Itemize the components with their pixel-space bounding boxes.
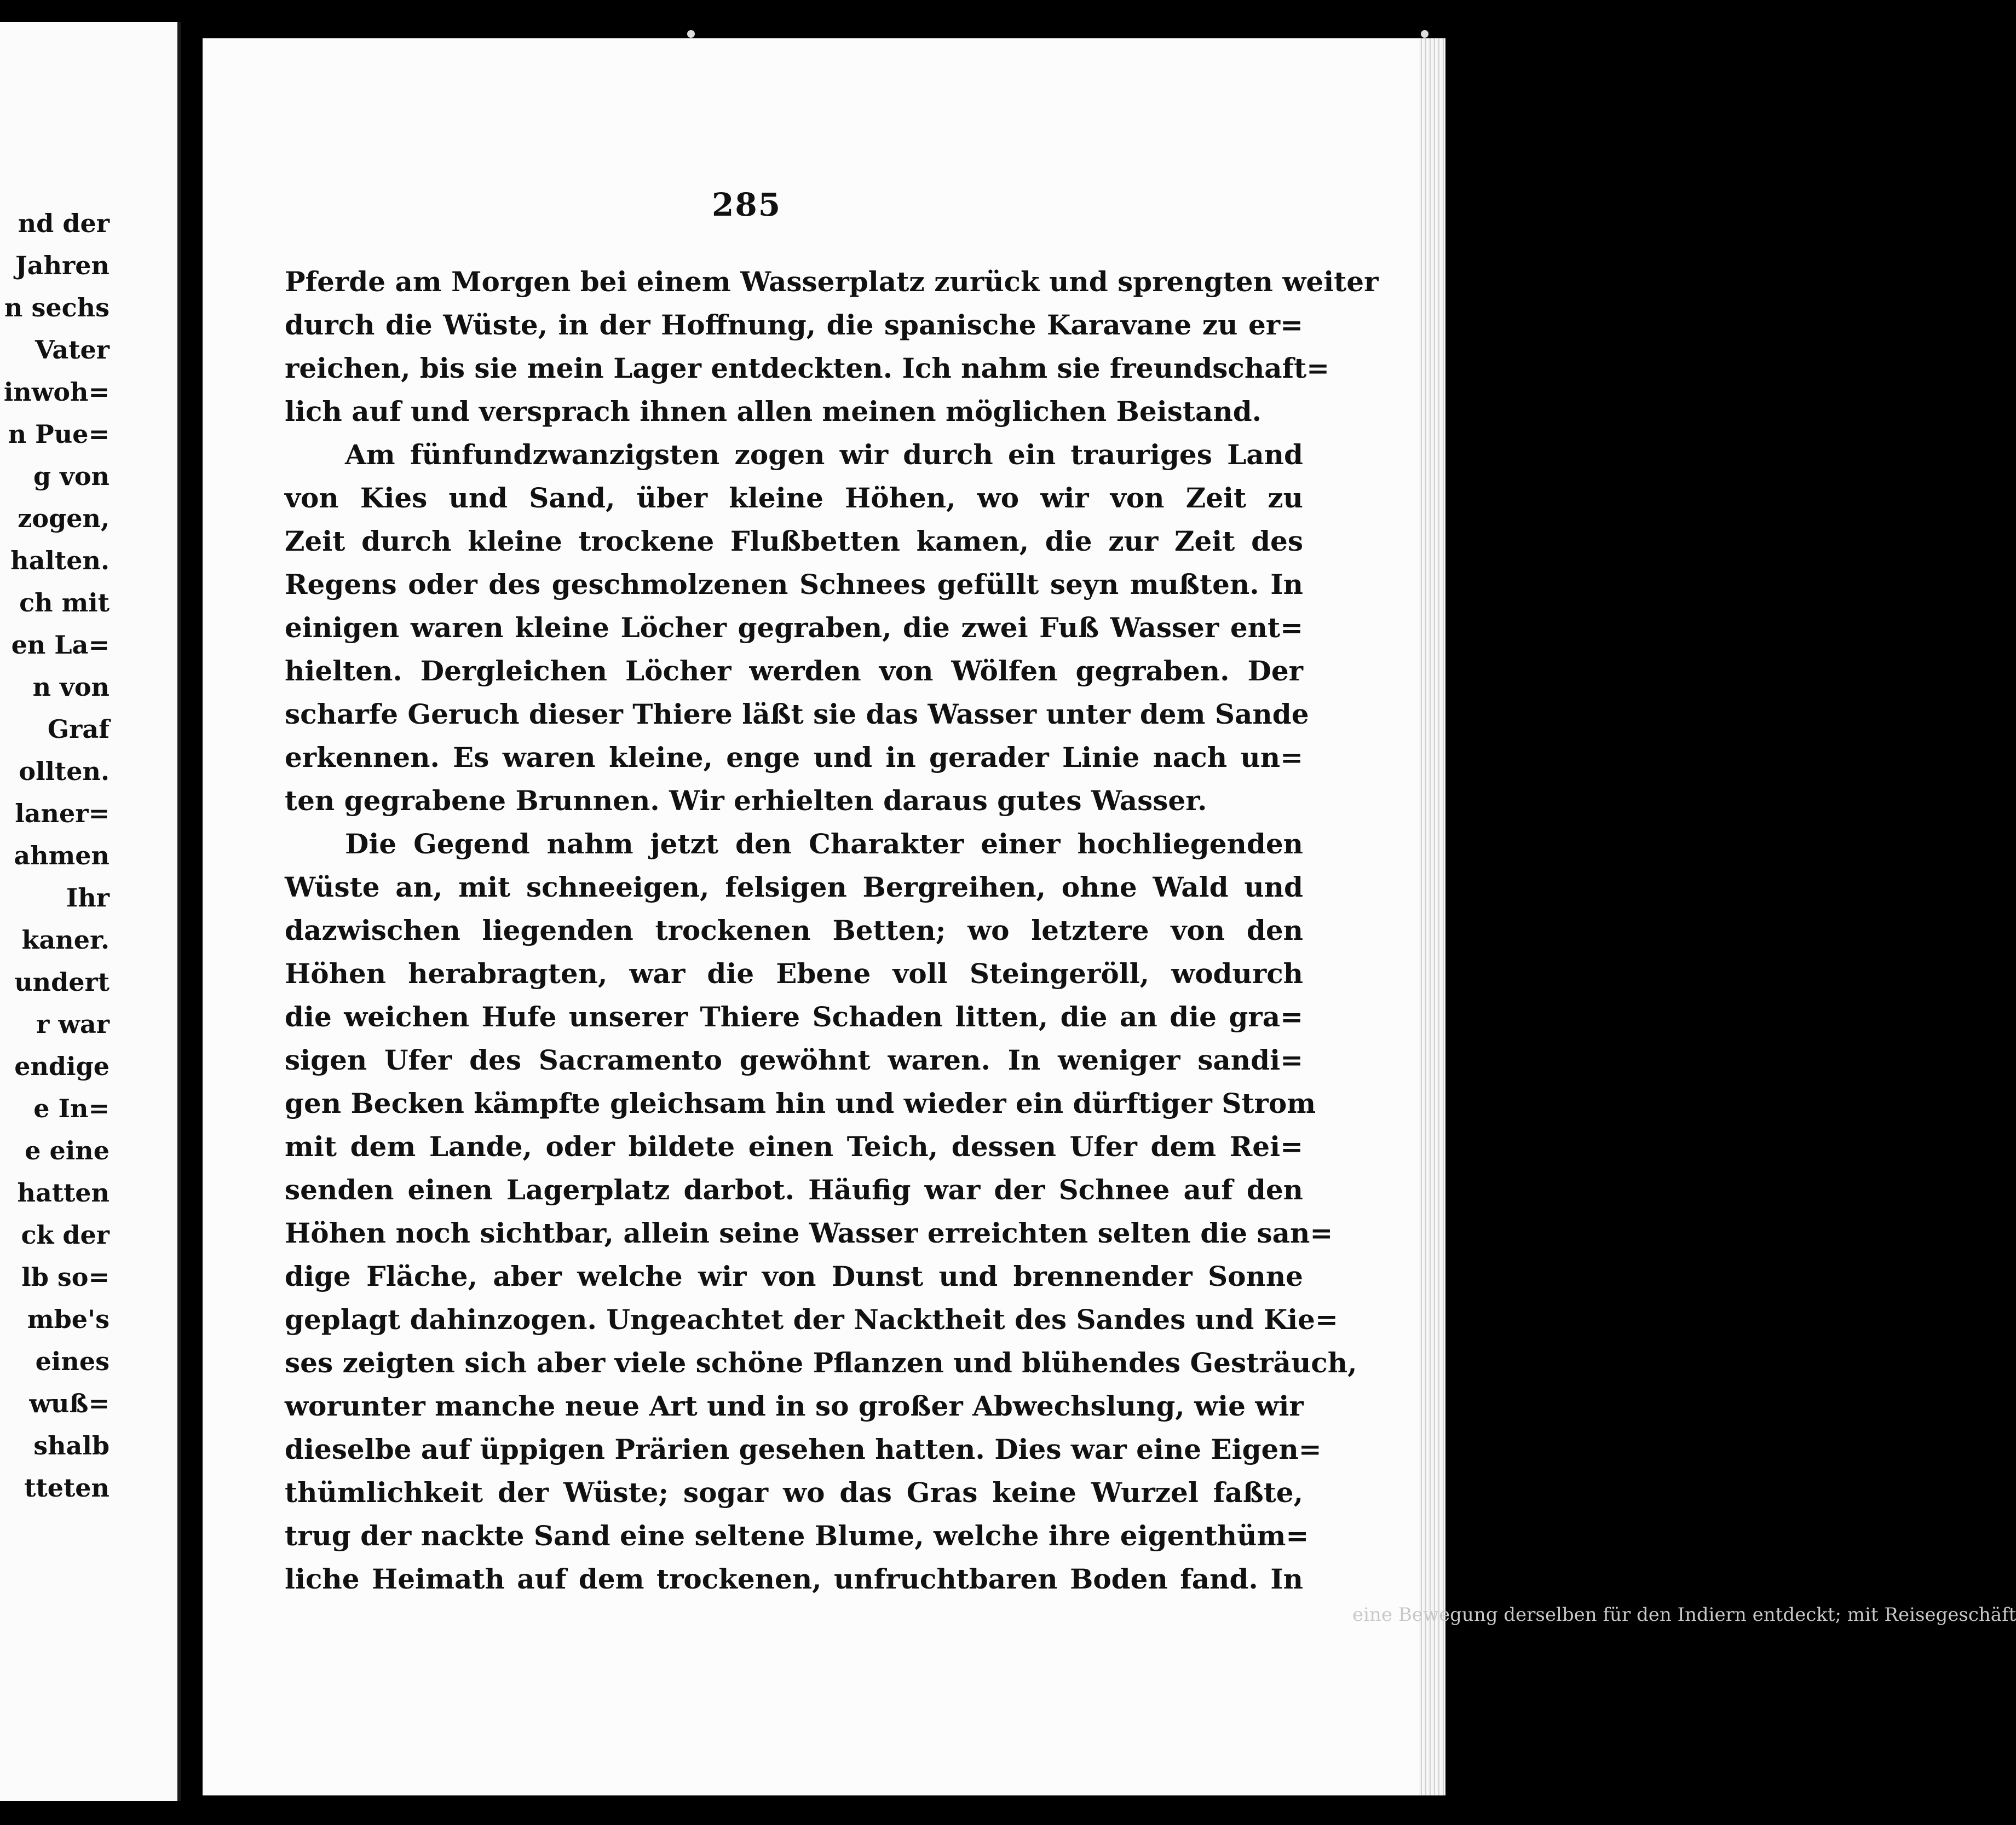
left-fragment: ck der [21,1220,110,1250]
left-fragment: endige [14,1052,110,1081]
text-line: gen Becken kämpfte gleichsam hin und wieder ein dürftiger Strom [285,1087,1316,1119]
text-line: sigen Ufer des Sacramento gewöhnt waren. In weniger sandi= [285,1044,1303,1076]
text-line: ses zeigten sich aber viele schöne Pflanzen und blühendes Gesträuch, [285,1347,1357,1379]
left-fragment: r war [36,1009,110,1039]
left-fragment: mbe's [27,1304,110,1334]
left-fragment: shalb [33,1431,110,1460]
left-fragment: zogen, [18,504,110,533]
stacked-page-edges [1419,38,1445,1795]
left-page-text [0,203,110,1509]
left-fragment: ahmen [14,841,110,870]
text-line: Höhen noch sichtbar, allein seine Wasser erreichten selten die san= [285,1217,1333,1249]
left-fragment: undert [14,967,110,997]
text-line: worunter manche neue Art und in so großer Abwechslung, wie wir [285,1390,1304,1422]
body-text [285,260,1379,1601]
left-fragment: laner= [15,799,110,828]
left-fragment: kaner. [21,925,110,955]
left-fragment: inwoh= [3,377,110,407]
text-line: Am fünfundzwanzigsten zogen wir durch ein trauriges Land [345,438,1303,471]
left-fragment: n sechs [4,293,110,322]
text-line: einigen waren kleine Löcher gegraben, die zwei Fuß Wasser ent= [285,611,1303,644]
left-fragment: hatten [17,1178,110,1208]
text-line: dieselbe auf üppigen Prärien gesehen hatten. Dies war eine Eigen= [285,1433,1322,1465]
text-line: erkennen. Es waren kleine, enge und in gerader Linie nach un= [285,741,1303,773]
text-line: scharfe Geruch dieser Thiere läßt sie das Wasser unter dem Sande [285,698,1309,730]
text-line: dige Fläche, aber welche wir von Dunst und brennender Sonne [285,1260,1303,1292]
page-number: 285 [712,186,782,223]
left-fragment: halten. [10,546,110,575]
bleed-through-text: eine Bewegung derselben für den Indiern entdeckt; mit Reisegeschäft [1352,1604,2016,1626]
text-line: geplagt dahinzogen. Ungeachtet der Nacktheit des Sandes und Kie= [285,1303,1338,1336]
text-line: senden einen Lagerplatz darbot. Häufig war der Schnee auf den [285,1174,1303,1206]
text-line: Pferde am Morgen bei einem Wasserplatz zurück und sprengten weiter [285,265,1379,298]
text-line: mit dem Lande, oder bildete einen Teich, dessen Ufer dem Rei= [285,1130,1303,1163]
left-fragment: eines [35,1347,110,1376]
text-line: ten gegrabene Brunnen. Wir erhielten daraus gutes Wasser. [285,784,1207,817]
left-fragment: lb so= [21,1262,110,1292]
text-line: die weichen Hufe unserer Thiere Schaden litten, die an die gra= [285,1001,1303,1033]
left-fragment: e eine [25,1136,110,1165]
left-page [0,22,181,1801]
text-line: dazwischen liegenden trockenen Betten; wo letztere von den [285,914,1303,946]
left-fragment: ollten. [19,756,110,786]
left-fragment: Jahren [15,251,110,280]
text-line: reichen, bis sie mein Lager entdeckten. Ich nahm sie freundschaft= [285,352,1330,384]
text-line: lich auf und versprach ihnen allen meinen möglichen Beistand. [285,395,1262,428]
left-fragment: Ihr [66,883,110,912]
left-fragment: en La= [11,630,110,660]
left-fragment: Graf [47,714,110,744]
left-fragment: ch mit [19,588,110,617]
book-gutter [181,22,203,1801]
left-fragment: n von [32,672,110,702]
left-fragment: n Pue= [8,419,110,449]
text-line: liche Heimath auf dem trockenen, unfruchtbaren Boden fand. In [285,1563,1303,1595]
right-page [203,38,2016,1795]
left-fragment: tteten [24,1473,110,1503]
left-fragment: Vater [34,335,110,365]
left-fragment: wuß= [29,1389,110,1418]
left-fragment: e In= [33,1094,110,1123]
left-fragment: nd der [18,209,110,238]
text-line: Zeit durch kleine trockene Flußbetten kamen, die zur Zeit des [285,525,1303,557]
text-line: Regens oder des geschmolzenen Schnees gefüllt seyn mußten. In [285,568,1303,600]
text-line: von Kies und Sand, über kleine Höhen, wo wir von Zeit zu [285,482,1303,514]
text-line: trug der nackte Sand eine seltene Blume, welche ihre eigenthüm= [285,1520,1309,1552]
scan-speck [687,30,695,38]
text-line: Wüste an, mit schneeigen, felsigen Bergreihen, ohne Wald und [285,871,1303,903]
text-line: Die Gegend nahm jetzt den Charakter einer hochliegenden [345,828,1303,860]
text-line: durch die Wüste, in der Hoffnung, die spanische Karavane zu er= [285,309,1303,341]
text-line: hielten. Dergleichen Löcher werden von Wölfen gegraben. Der [285,655,1303,687]
text-line: thümlichkeit der Wüste; sogar wo das Gras keine Wurzel faßte, [285,1476,1303,1509]
scan-speck [1421,30,1429,38]
left-fragment: g von [33,461,110,491]
text-line: Höhen herabragten, war die Ebene voll Steingeröll, wodurch [285,957,1303,990]
